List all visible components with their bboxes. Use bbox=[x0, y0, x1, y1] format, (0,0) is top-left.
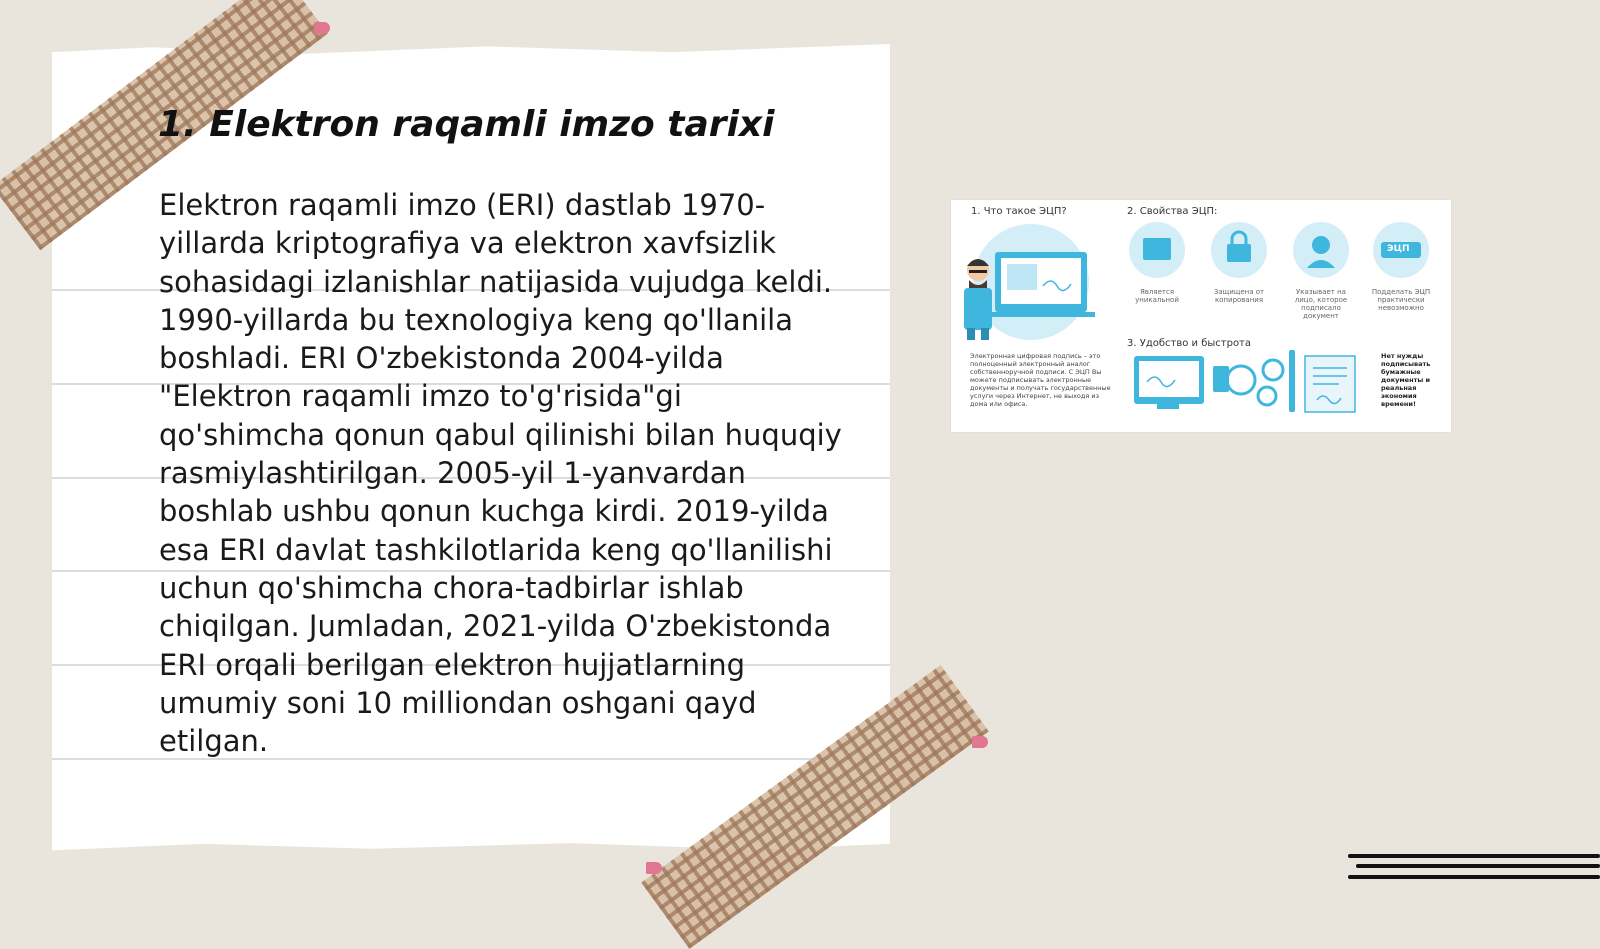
property-caption: Указывает на лицо, которое подписало документ bbox=[1294, 288, 1348, 320]
pin-icon bbox=[972, 736, 988, 748]
pin-icon bbox=[314, 22, 330, 34]
pin-icon bbox=[646, 862, 662, 874]
esignature-infographic bbox=[951, 200, 1451, 432]
infographic-description: Электронная цифровая подпись – это полноценный электронный аналог собственноручной подписи. С ЭЦП Вы можете подписывать электронные документы и получать государственные услуги через Интернет, не выходя из дома или офиса. bbox=[970, 352, 1111, 408]
slide-body-text: Elektron raqamli imzo (ERI) dastlab 1970-yillarda kriptografiya va elektron xavfsizlik sohasidagi izlanishlar natijasida vujudga keldi. 1990-yillarda bu texnologiya keng qo'llanila boshladi. ERI O'zbekistonda 2004-yilda "Elektron raqamli imzo to'g'risida"gi qo'shimcha qonun qabul qilinishi bilan huquqiy rasmiylashtirilgan. 2005-yil 1-yanvardan boshlab ushbu qonun kuchga kirdi. 2019-yilda esa ERI davlat tashkilotlarida keng qo'llanilishi uchun qo'shimcha chora-tadbirlar ishlab chiqilgan. Jumladan, 2021-yilda O'zbekistonda ERI orqali berilgan elektron hujjatlarning umumiy soni 10 milliondan oshgani qayd etilgan. bbox=[159, 188, 842, 759]
infographic-section-3: 3. Удобство и быстрота bbox=[1127, 338, 1252, 349]
slide-title: 1. Elektron raqamli imzo tarixi bbox=[158, 104, 775, 145]
property-caption: Является уникальной bbox=[1135, 288, 1179, 304]
property-caption: Защищена от копирования bbox=[1213, 288, 1265, 304]
property-caption: Подделать ЭЦП практически невозможно bbox=[1371, 288, 1431, 312]
brush-lines-decoration bbox=[1348, 850, 1600, 890]
infographic-section-2: 2. Свойства ЭЦП: bbox=[1127, 206, 1218, 217]
infographic-side-note: Нет нужды подписывать бумажные документы и реальная экономия времени! bbox=[1381, 352, 1431, 408]
infographic-section-1: 1. Что такое ЭЦП? bbox=[971, 206, 1067, 217]
badge-label: ЭЦП bbox=[1387, 244, 1410, 254]
